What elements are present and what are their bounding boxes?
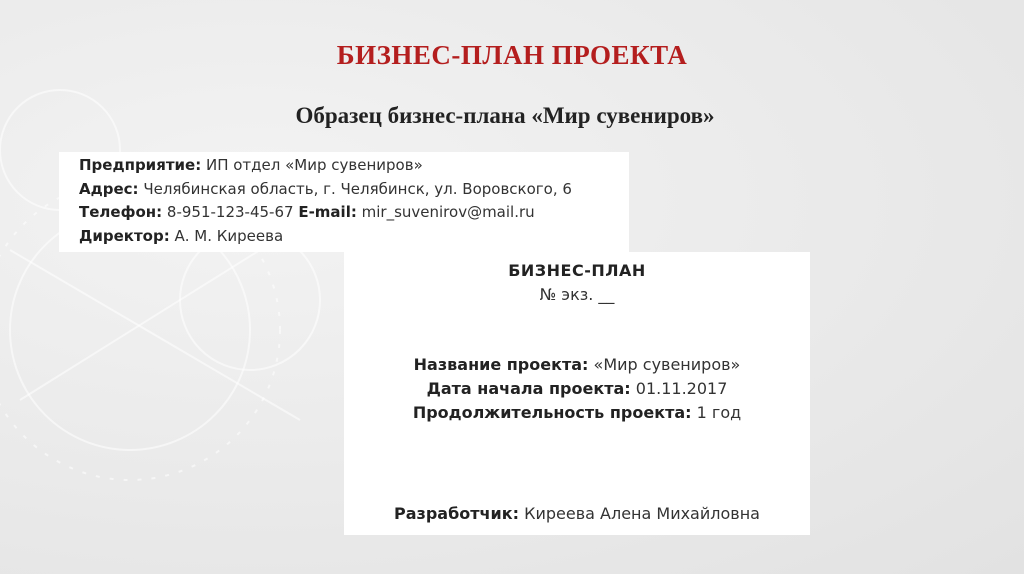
- director-label: Директор:: [79, 226, 170, 245]
- address-label: Адрес:: [79, 179, 139, 198]
- enterprise-value: ИП отдел «Мир сувениров»: [205, 156, 423, 174]
- address-value: Челябинская область, г. Челябинск, ул. Воровского, 6: [143, 179, 572, 198]
- duration-row: [344, 401, 810, 425]
- plan-heading: БИЗНЕС-ПЛАН: [508, 261, 646, 280]
- slide-title: БИЗНЕС-ПЛАН ПРОЕКТА: [336, 40, 688, 70]
- developer-row: [344, 504, 810, 523]
- business-plan-card: [344, 252, 810, 535]
- enterprise-row: [79, 154, 629, 178]
- copy-number: № экз. __: [539, 285, 615, 304]
- project-name-row: [344, 353, 810, 377]
- project-name-value: «Мир сувениров»: [593, 355, 741, 374]
- email-label: E-mail:: [298, 203, 357, 221]
- address-row: [79, 178, 629, 202]
- project-details: [344, 353, 810, 425]
- slide-subtitle: Образец бизнес-плана «Мир сувениров»: [295, 103, 715, 128]
- duration-label: Продолжительность проекта:: [412, 403, 692, 422]
- start-date-label: Дата начала проекта:: [426, 379, 631, 398]
- email-value: mir_suvenirov@mail.ru: [361, 203, 535, 221]
- director-row: [79, 225, 629, 249]
- developer-value: Киреева Алена Михайловна: [524, 504, 760, 523]
- contact-row: [79, 201, 629, 225]
- developer-label: Разработчик:: [394, 504, 519, 523]
- company-info-card: [59, 152, 629, 252]
- enterprise-label: Предприятие:: [79, 156, 202, 174]
- phone-value: 8-951-123-45-67: [166, 203, 294, 221]
- project-name-label: Название проекта:: [413, 355, 589, 374]
- duration-value: 1 год: [696, 403, 742, 422]
- start-date-row: [344, 377, 810, 401]
- director-value: А. М. Киреева: [174, 226, 284, 245]
- phone-label: Телефон:: [79, 203, 163, 221]
- start-date-value: 01.11.2017: [635, 379, 728, 398]
